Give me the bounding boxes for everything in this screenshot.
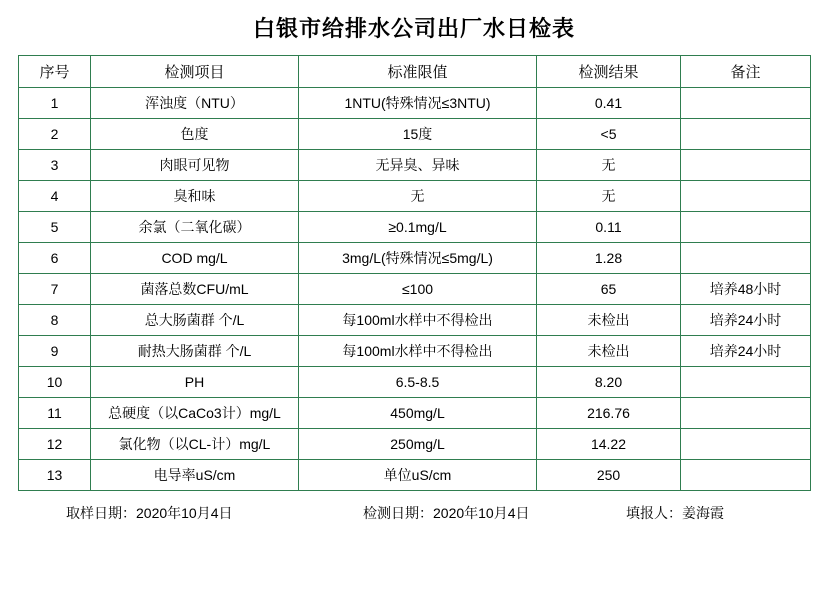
- cell-item: 电导率uS/cm: [91, 460, 299, 491]
- cell-remark: [681, 88, 811, 119]
- cell-item: 浑浊度（NTU）: [91, 88, 299, 119]
- cell-result: 未检出: [537, 305, 681, 336]
- cell-remark: 培养24小时: [681, 305, 811, 336]
- table-body: [19, 88, 811, 491]
- cell-no: 7: [19, 274, 91, 305]
- table-row: [19, 243, 811, 274]
- table-header: [19, 56, 811, 88]
- table-row: [19, 119, 811, 150]
- cell-no: 2: [19, 119, 91, 150]
- cell-limit: ≤100: [299, 274, 537, 305]
- cell-result: 1.28: [537, 243, 681, 274]
- cell-limit: 15度: [299, 119, 537, 150]
- table-row: [19, 88, 811, 119]
- cell-limit: 3mg/L(特殊情况≤5mg/L): [299, 243, 537, 274]
- report-table-container: [0, 55, 828, 491]
- cell-remark: [681, 429, 811, 460]
- cell-item: 氯化物（以CL-计）mg/L: [91, 429, 299, 460]
- cell-item: 余氯（二氧化碳）: [91, 212, 299, 243]
- cell-item: 总硬度（以CaCo3计）mg/L: [91, 398, 299, 429]
- cell-no: 6: [19, 243, 91, 274]
- cell-result: 无: [537, 150, 681, 181]
- cell-limit: 单位uS/cm: [299, 460, 537, 491]
- table-row: [19, 274, 811, 305]
- page-title: 白银市给排水公司出厂水日检表: [252, 16, 575, 41]
- cell-limit: 每100ml水样中不得检出: [299, 336, 537, 367]
- cell-item: 肉眼可见物: [91, 150, 299, 181]
- cell-remark: [681, 119, 811, 150]
- cell-item: 总大肠菌群 个/L: [91, 305, 299, 336]
- cell-item: 耐热大肠菌群 个/L: [91, 336, 299, 367]
- cell-no: 5: [19, 212, 91, 243]
- cell-limit: 无异臭、异味: [299, 150, 537, 181]
- cell-limit: 每100ml水样中不得检出: [299, 305, 537, 336]
- cell-no: 4: [19, 181, 91, 212]
- column-header-remark: 备注: [681, 56, 811, 88]
- cell-remark: [681, 212, 811, 243]
- table-row: [19, 336, 811, 367]
- cell-no: 1: [19, 88, 91, 119]
- table-row: [19, 398, 811, 429]
- cell-no: 13: [19, 460, 91, 491]
- table-row: [19, 181, 811, 212]
- cell-no: 3: [19, 150, 91, 181]
- cell-remark: 培养24小时: [681, 336, 811, 367]
- cell-no: 10: [19, 367, 91, 398]
- cell-remark: [681, 150, 811, 181]
- cell-item: 菌落总数CFU/mL: [91, 274, 299, 305]
- table-row: [19, 429, 811, 460]
- cell-limit: 250mg/L: [299, 429, 537, 460]
- cell-result: 250: [537, 460, 681, 491]
- reporter-label: 填报人：姜海霞: [626, 505, 724, 521]
- cell-limit: 1NTU(特殊情况≤3NTU): [299, 88, 537, 119]
- cell-item: COD mg/L: [91, 243, 299, 274]
- cell-result: 65: [537, 274, 681, 305]
- cell-result: 无: [537, 181, 681, 212]
- cell-remark: [681, 367, 811, 398]
- table-row: [19, 212, 811, 243]
- cell-remark: [681, 398, 811, 429]
- cell-result: 8.20: [537, 367, 681, 398]
- test-date-label: 检测日期：2020年10月4日: [363, 505, 530, 521]
- cell-result: 0.11: [537, 212, 681, 243]
- table-row: [19, 460, 811, 491]
- cell-remark: [681, 243, 811, 274]
- cell-result: 216.76: [537, 398, 681, 429]
- cell-result: 14.22: [537, 429, 681, 460]
- cell-result: 未检出: [537, 336, 681, 367]
- cell-no: 8: [19, 305, 91, 336]
- cell-result: <5: [537, 119, 681, 150]
- cell-no: 12: [19, 429, 91, 460]
- cell-item: PH: [91, 367, 299, 398]
- table-row: [19, 150, 811, 181]
- cell-result: 0.41: [537, 88, 681, 119]
- document-footer: [18, 491, 810, 527]
- column-header-no: 序号: [19, 56, 91, 88]
- cell-remark: [681, 181, 811, 212]
- table-header-row: [19, 56, 811, 88]
- table-row: [19, 367, 811, 398]
- cell-limit: 6.5-8.5: [299, 367, 537, 398]
- cell-limit: 450mg/L: [299, 398, 537, 429]
- column-header-result: 检测结果: [537, 56, 681, 88]
- water-inspection-table: [18, 55, 811, 491]
- cell-remark: [681, 460, 811, 491]
- table-row: [19, 305, 811, 336]
- cell-no: 9: [19, 336, 91, 367]
- cell-item: 臭和味: [91, 181, 299, 212]
- cell-limit: 无: [299, 181, 537, 212]
- cell-no: 11: [19, 398, 91, 429]
- cell-remark: 培养48小时: [681, 274, 811, 305]
- column-header-limit: 标准限值: [299, 56, 537, 88]
- cell-item: 色度: [91, 119, 299, 150]
- sample-date-label: 取样日期：2020年10月4日: [66, 505, 233, 521]
- column-header-item: 检测项目: [91, 56, 299, 88]
- cell-limit: ≥0.1mg/L: [299, 212, 537, 243]
